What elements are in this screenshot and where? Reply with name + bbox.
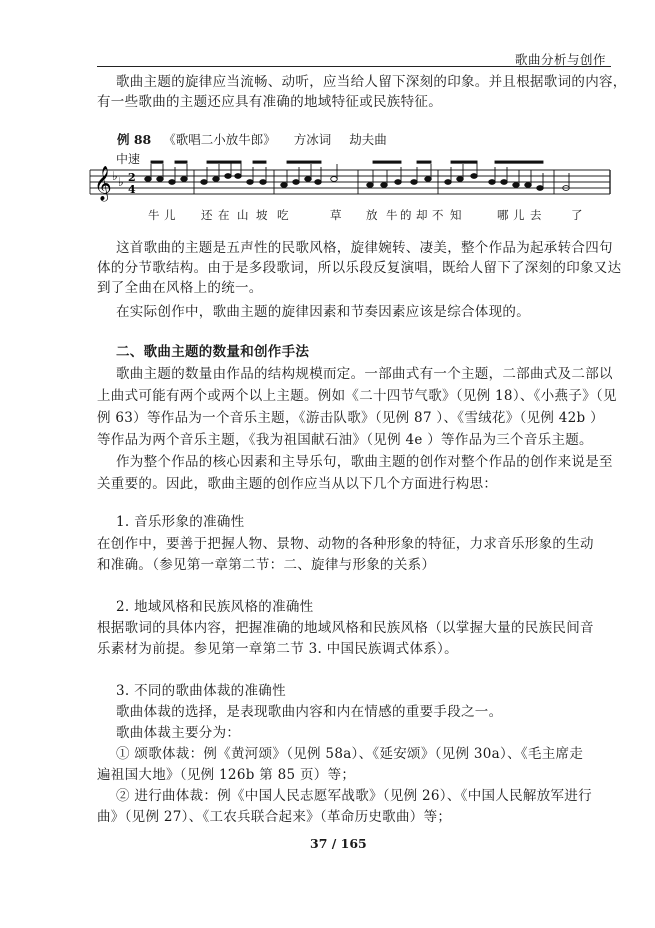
note-head — [395, 180, 402, 185]
note-head — [181, 177, 188, 182]
paragraph-line: ② 进行曲体裁：例《中国人民志愿军战歌》（见例 26）、《中国人民解放军进行 — [116, 788, 592, 804]
paragraph-line: 歌曲体裁的选择，是表现歌曲内容和内在情感的重要手段之一。 — [116, 704, 503, 720]
example-caption — [117, 130, 401, 148]
lyric-syllable: 的 — [400, 208, 412, 222]
note-head — [235, 174, 242, 179]
note-beam — [151, 161, 163, 163]
section-heading: 二、歌曲主题的数量和创作手法 — [116, 344, 310, 360]
note-head — [513, 183, 520, 188]
paragraph-line: 有一些歌曲的主题还应具有准确的地域特征或民族特征。 — [97, 94, 442, 110]
note-beam — [207, 161, 241, 163]
paragraph-line: 曲》（见例 27）、《工农兵联合起来》（革命历史歌曲）等； — [97, 809, 452, 825]
lyric-syllable: 放 — [366, 208, 378, 222]
note-head — [471, 174, 478, 179]
paragraph-line: 和准确。（参见第一章第二节：二、旋律与形象的关系） — [97, 557, 436, 573]
lyric-syllable: 去 — [530, 208, 542, 222]
note-beam — [253, 161, 266, 163]
key-signature-icon: ♭ — [112, 169, 118, 183]
note-beam — [417, 161, 431, 163]
paragraph-line: 这首歌曲的主题是五声性的民歌风格，旋律婉转、凄美，整个作品为起承转合四句 — [116, 240, 613, 256]
paragraph-line: 歌曲主题的旋律应当流畅、动听，应当给人留下深刻的印象。并且根据歌词的内容， — [116, 74, 627, 90]
example-composer: 劫夫曲 — [349, 132, 387, 147]
note-head — [201, 180, 208, 185]
note-head — [260, 180, 267, 185]
note-head — [145, 177, 152, 182]
lyric-syllable: 哪 — [497, 208, 509, 222]
lyric-syllable: 不 — [432, 208, 444, 222]
paragraph-line: 歌曲主题的数量由作品的结构规模而定。一部曲式有一个主题，二部曲式及二部以 — [116, 366, 613, 382]
note-head — [501, 180, 508, 185]
note-beam — [451, 161, 477, 163]
music-staff — [88, 160, 612, 206]
note-head — [157, 177, 164, 182]
paragraph-line: 关重要的。因此，歌曲主题的创作应当从以下几个方面进行构思： — [97, 476, 498, 492]
header-rule — [97, 66, 611, 67]
note-head — [169, 180, 176, 185]
subsection-heading: 2. 地域风格和民族风格的准确性 — [116, 599, 314, 615]
example-lyricist: 方冰词 — [293, 132, 332, 147]
note-head — [537, 186, 544, 191]
note-head — [293, 180, 300, 185]
paragraph-line: 歌曲体裁主要分为： — [116, 725, 241, 741]
note-head — [281, 183, 288, 188]
page-number: 37 / 165 — [310, 836, 367, 851]
subsection-heading: 3. 不同的歌曲体裁的准确性 — [116, 683, 286, 699]
note-head — [489, 180, 496, 185]
note-head — [425, 177, 432, 182]
lyric-syllable: 儿 — [164, 208, 176, 222]
paragraph-line: 等作品为两个音乐主题，《我为祖国献石油》（见例 4e ）等作品为三个音乐主题。 — [97, 432, 593, 448]
note-head — [457, 177, 464, 182]
note-head — [225, 174, 232, 179]
lyric-syllable: 还 — [201, 208, 213, 222]
paragraph-line: 在创作中，要善于把握人物、景物、动物的各种形象的特征，力求音乐形象的生动 — [97, 536, 594, 552]
lyric-syllable: 了 — [571, 208, 583, 222]
note-head — [411, 180, 418, 185]
paragraph-line: 作为整个作品的核心因素和主导乐句，歌曲主题的创作对整个作品的创作来说是至 — [116, 454, 613, 470]
paragraph-line: 遍祖国大地》（见例 126b 第 85 页）等； — [97, 767, 356, 783]
svg-text:♭: ♭ — [118, 175, 124, 189]
lyric-syllable: 却 — [416, 208, 428, 222]
lyric-syllable: 牛 — [148, 208, 160, 222]
note-beam — [495, 161, 543, 163]
note-head — [331, 177, 338, 182]
treble-clef-icon: 𝄞 — [94, 166, 112, 201]
lyric-syllable: 知 — [450, 208, 462, 222]
note-head — [381, 183, 388, 188]
paragraph-line: 根据歌词的具体内容，把握准确的地域风格和民族风格（以掌握大量的民族民间音 — [97, 620, 594, 636]
note-head — [445, 180, 452, 185]
paragraph-line: 乐素材为前提。参见第一章第二节 3. 中国民族调式体系）。 — [97, 641, 458, 657]
note-head — [367, 183, 374, 188]
lyric-syllable: 在 — [218, 208, 230, 222]
melody-notes — [145, 161, 570, 194]
paragraph-line: 例 63）等作品为一个音乐主题，《游击队歌》（见例 87 ）、《雪绒花》（见例 42b ） — [97, 410, 604, 426]
example-title: 《歌唱二小放牛郎》 — [163, 132, 276, 147]
time-signature-icon: 2 — [128, 171, 136, 184]
lyric-syllable: 牛 — [386, 208, 398, 222]
note-beam — [175, 161, 187, 163]
paragraph-line: 到了全曲在风格上的统一。 — [97, 280, 263, 296]
lyric-syllable: 吃 — [277, 208, 289, 222]
note-head — [247, 180, 254, 185]
subsection-heading: 1. 音乐形象的准确性 — [116, 514, 245, 530]
lyric-syllable: 山 — [237, 208, 249, 222]
note-beam — [287, 161, 321, 163]
paragraph-line: 上曲式可能有两个或两个以上主题。例如《二十四节气歌》（见例 18）、《小燕子》（见 — [97, 388, 617, 404]
note-head — [525, 183, 532, 188]
lyric-syllable: 草 — [330, 208, 342, 222]
paragraph-line: ① 颂歌体裁：例《黄河颂》（见例 58a）、《延安颂》（见例 30a）、《毛主席走 — [116, 746, 584, 762]
note-head — [305, 177, 312, 182]
running-header: 歌曲分析与创作 — [515, 52, 607, 67]
note-beam — [373, 161, 401, 163]
lyric-syllable: 坡 — [256, 208, 268, 222]
paragraph-line: 体的分节歌结构。由于是多段歌词，所以乐段反复演唱，既给人留下了深刻的印象又达 — [97, 260, 622, 276]
svg-text:4: 4 — [128, 183, 136, 196]
tempo-marking: 中速 — [116, 152, 141, 166]
note-head — [213, 177, 220, 182]
example-number: 例 88 — [117, 132, 152, 147]
lyric-syllable: 儿 — [513, 208, 525, 222]
note-head — [315, 180, 322, 185]
paragraph-line: 在实际创作中，歌曲主题的旋律因素和节奏因素应该是综合体现的。 — [116, 304, 530, 320]
